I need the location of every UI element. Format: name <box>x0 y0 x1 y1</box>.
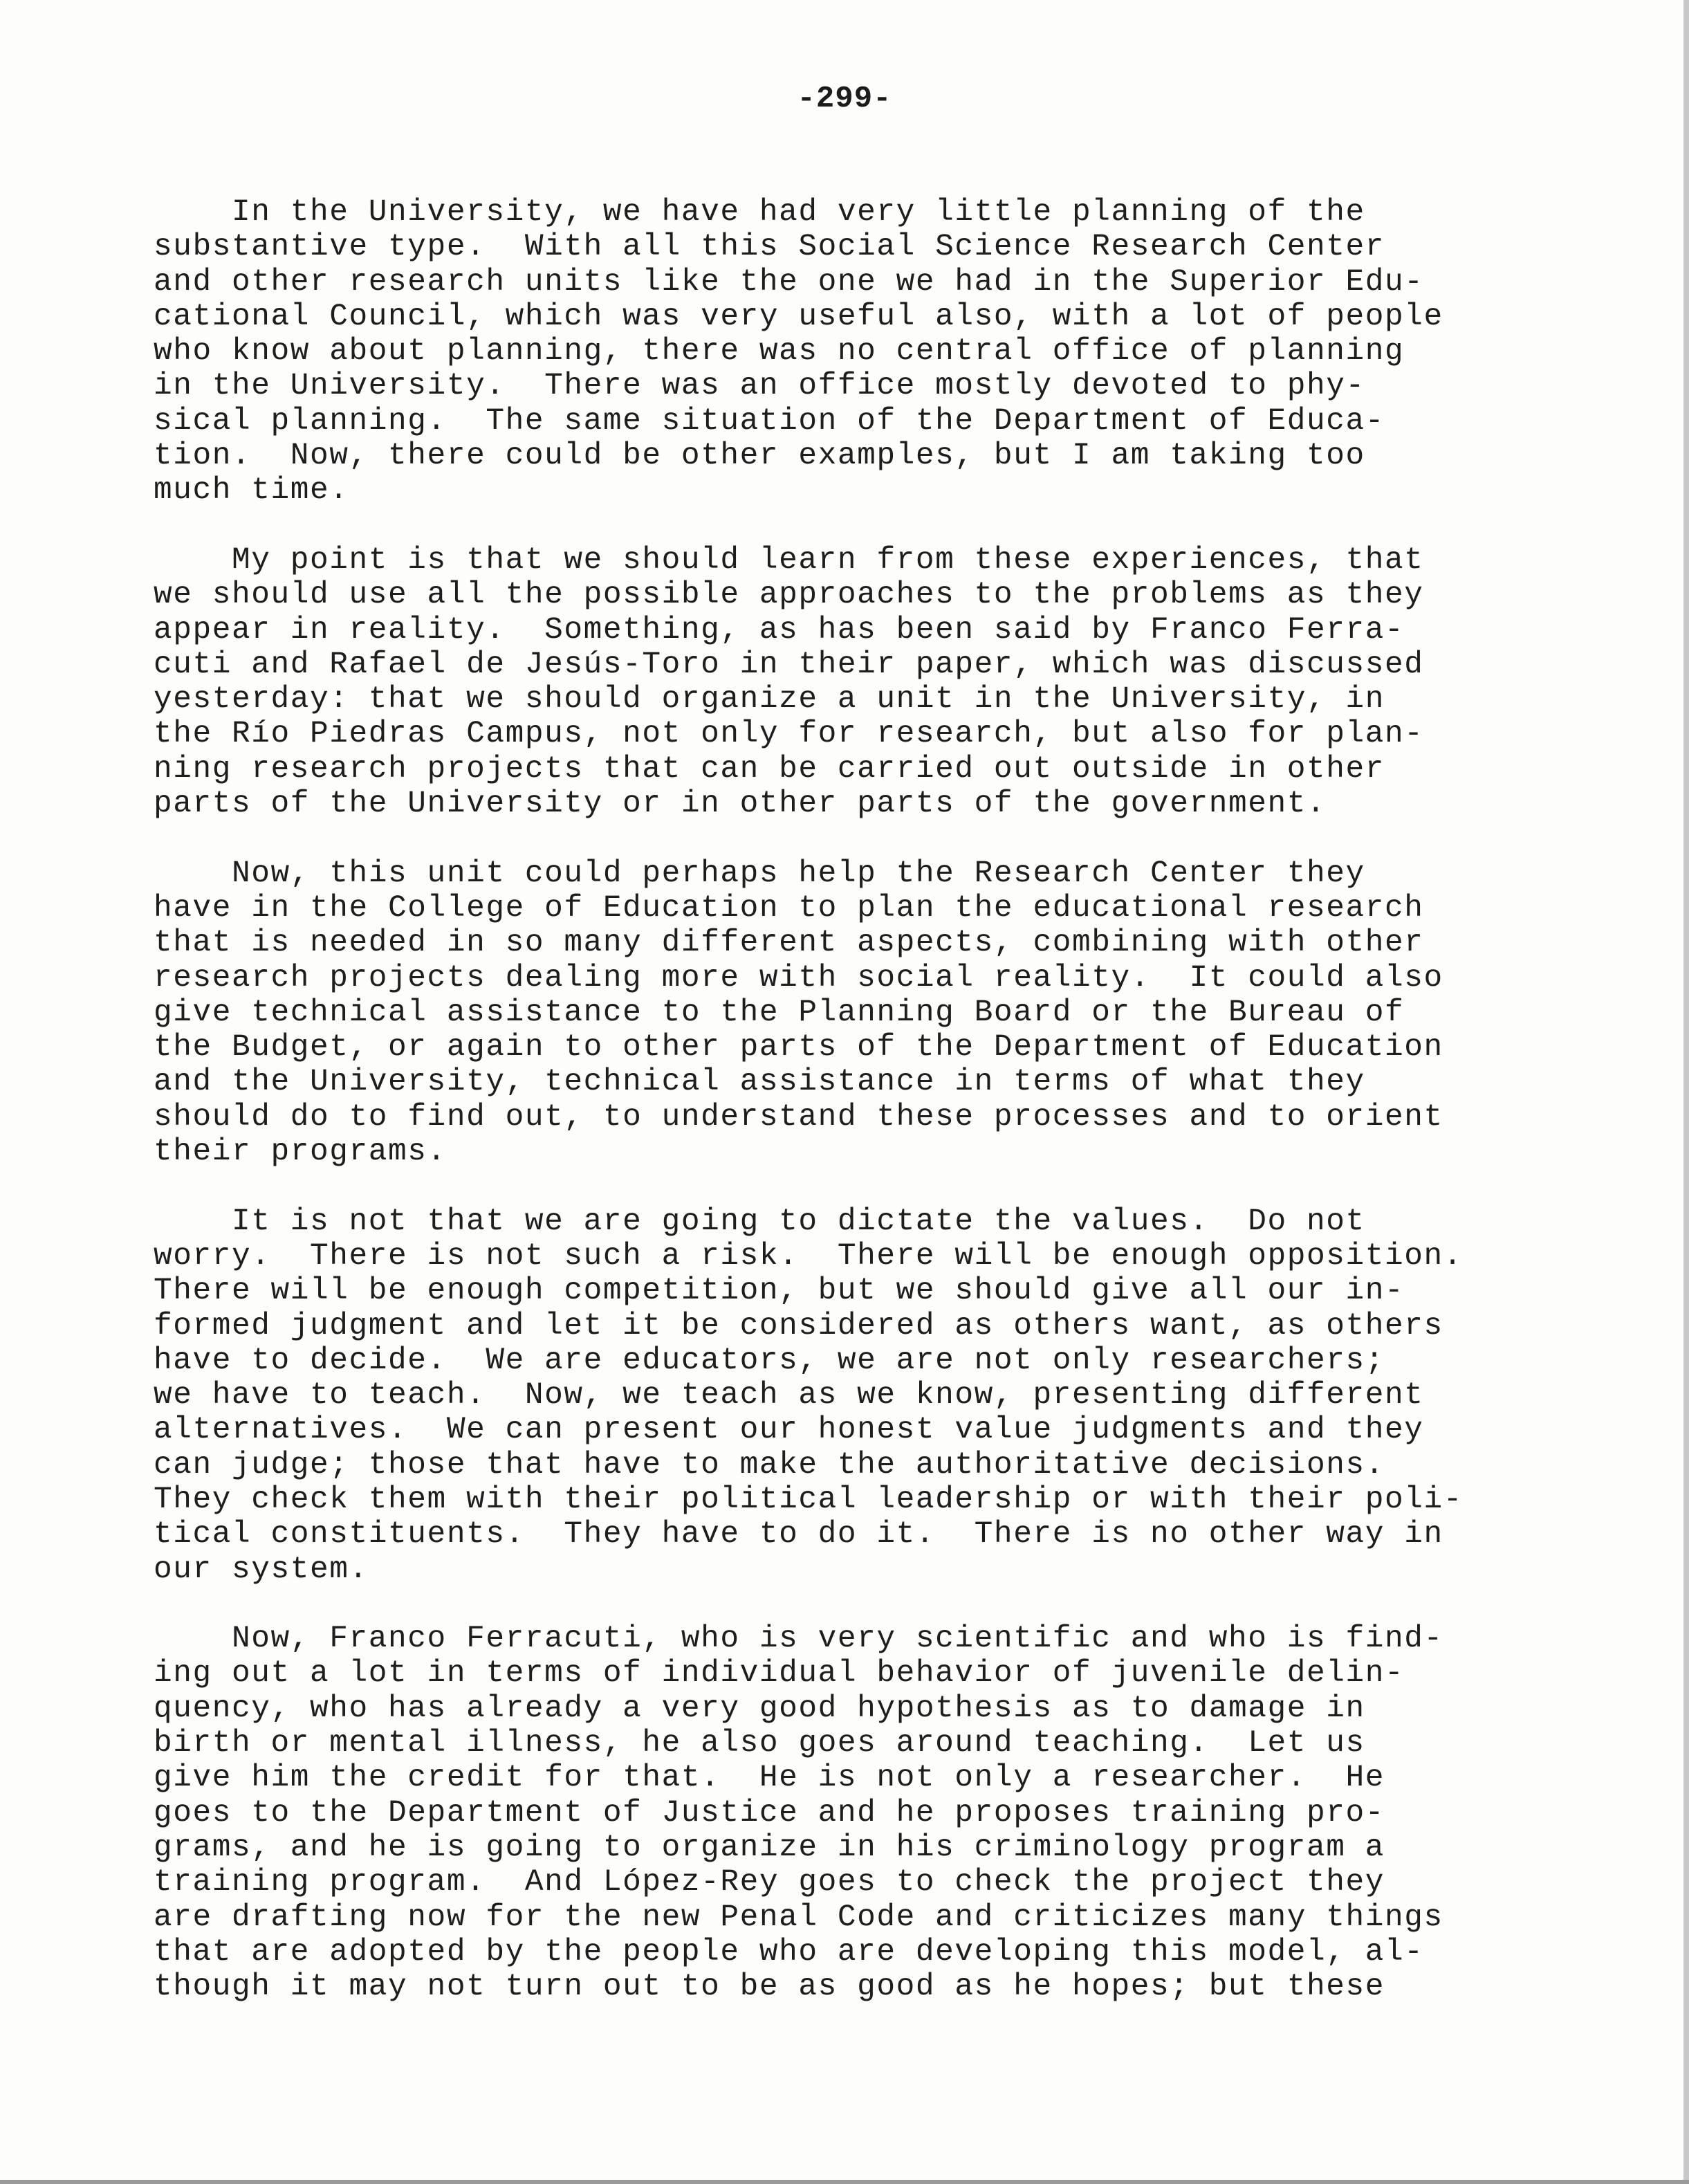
text-line: My point is that we should learn from these experiences, that <box>154 542 1424 578</box>
text-line: have to decide. We are educators, we are not only researchers; <box>154 1343 1385 1378</box>
text-line: tion. Now, there could be other examples, but I am taking too <box>154 439 1365 474</box>
text-line: ning research projects that can be carried out outside in other <box>154 751 1385 787</box>
text-line: sical planning. The same situation of the Department of Educa- <box>154 403 1385 439</box>
text-line: the Río Piedras Campus, not only for research, but also for plan- <box>154 717 1424 752</box>
text-line: our system. <box>154 1552 369 1587</box>
text-line: much time. <box>154 473 349 508</box>
text-line: give technical assistance to the Planning Board or the Bureau of <box>154 995 1405 1030</box>
text-line: substantive type. With all this Social Science Research Center <box>154 230 1385 265</box>
text-line: should do to find out, to understand these processes and to orient <box>154 1099 1443 1135</box>
text-line: cuti and Rafael de Jesús-Toro in their paper, which was discussed <box>154 647 1424 682</box>
paragraph-4 <box>154 1204 1578 1587</box>
text-line: Now, Franco Ferracuti, who is very scientific and who is find- <box>154 1622 1443 1657</box>
text-line: have in the College of Education to plan the educational research <box>154 890 1424 926</box>
text-line: alternatives. We can present our honest value judgments and they <box>154 1413 1424 1448</box>
text-line: though it may not turn out to be as good as he hopes; but these <box>154 1970 1385 2005</box>
text-line: and other research units like the one we had in the Superior Edu- <box>154 264 1424 300</box>
text-line: birth or mental illness, he also goes around teaching. Let us <box>154 1726 1365 1761</box>
text-line: In the University, we have had very little planning of the <box>154 195 1365 230</box>
text-line: It is not that we are going to dictate the values. Do not <box>154 1204 1365 1239</box>
text-line: their programs. <box>154 1135 447 1170</box>
text-line: goes to the Department of Justice and he proposes training pro- <box>154 1795 1385 1830</box>
text-line: parts of the University or in other parts of the government. <box>154 787 1327 822</box>
text-line: cational Council, which was very useful also, with a lot of people <box>154 299 1443 334</box>
text-line: that are adopted by the people who are developing this model, al- <box>154 1934 1424 1970</box>
paragraph-2 <box>154 543 1578 821</box>
text-line: training program. And López-Rey goes to check the project they <box>154 1865 1385 1900</box>
body-text <box>154 195 1578 2039</box>
text-line: tical constituents. They have to do it. There is no other way in <box>154 1517 1443 1552</box>
text-line: and the University, technical assistance in terms of what they <box>154 1065 1365 1100</box>
text-line: worry. There is not such a risk. There will be enough opposition. <box>154 1238 1464 1274</box>
text-line: research projects dealing more with social reality. It could also <box>154 960 1443 995</box>
page-bottom-edge <box>0 2180 1689 2184</box>
text-line: give him the credit for that. He is not only a researcher. He <box>154 1761 1385 1796</box>
text-line: are drafting now for the new Penal Code and criticizes many things <box>154 1900 1443 1935</box>
text-line: Now, this unit could perhaps help the Research Center they <box>154 856 1365 891</box>
text-line: the Budget, or again to other parts of the Department of Education <box>154 1030 1443 1065</box>
paragraph-3 <box>154 856 1578 1170</box>
text-line: appear in reality. Something, as has been said by Franco Ferra- <box>154 612 1405 648</box>
text-line: in the University. There was an office mostly devoted to phy- <box>154 369 1365 404</box>
text-line: we have to teach. Now, we teach as we know, presenting different <box>154 1378 1424 1413</box>
text-line: yesterday: that we should organize a unit in the University, in <box>154 682 1385 717</box>
page-number: -299- <box>797 82 892 116</box>
text-line: who know about planning, there was no central office of planning <box>154 334 1405 369</box>
text-line: There will be enough competition, but we should give all our in- <box>154 1274 1405 1309</box>
text-line: we should use all the possible approaches to the problems as they <box>154 578 1424 613</box>
text-line: can judge; those that have to make the authoritative decisions. <box>154 1447 1385 1483</box>
text-line: They check them with their political leadership or with their poli- <box>154 1482 1464 1517</box>
text-line: grams, and he is going to organize in his criminology program a <box>154 1830 1385 1865</box>
paragraph-5 <box>154 1622 1578 2004</box>
text-line: formed judgment and let it be considered as others want, as others <box>154 1308 1443 1343</box>
paragraph-1 <box>154 195 1578 508</box>
text-line: quency, who has already a very good hypothesis as to damage in <box>154 1691 1365 1726</box>
text-line: ing out a lot in terms of individual behavior of juvenile delin- <box>154 1656 1405 1691</box>
text-line: that is needed in so many different aspects, combining with other <box>154 926 1424 961</box>
page-edge-shadow <box>1683 0 1689 2184</box>
